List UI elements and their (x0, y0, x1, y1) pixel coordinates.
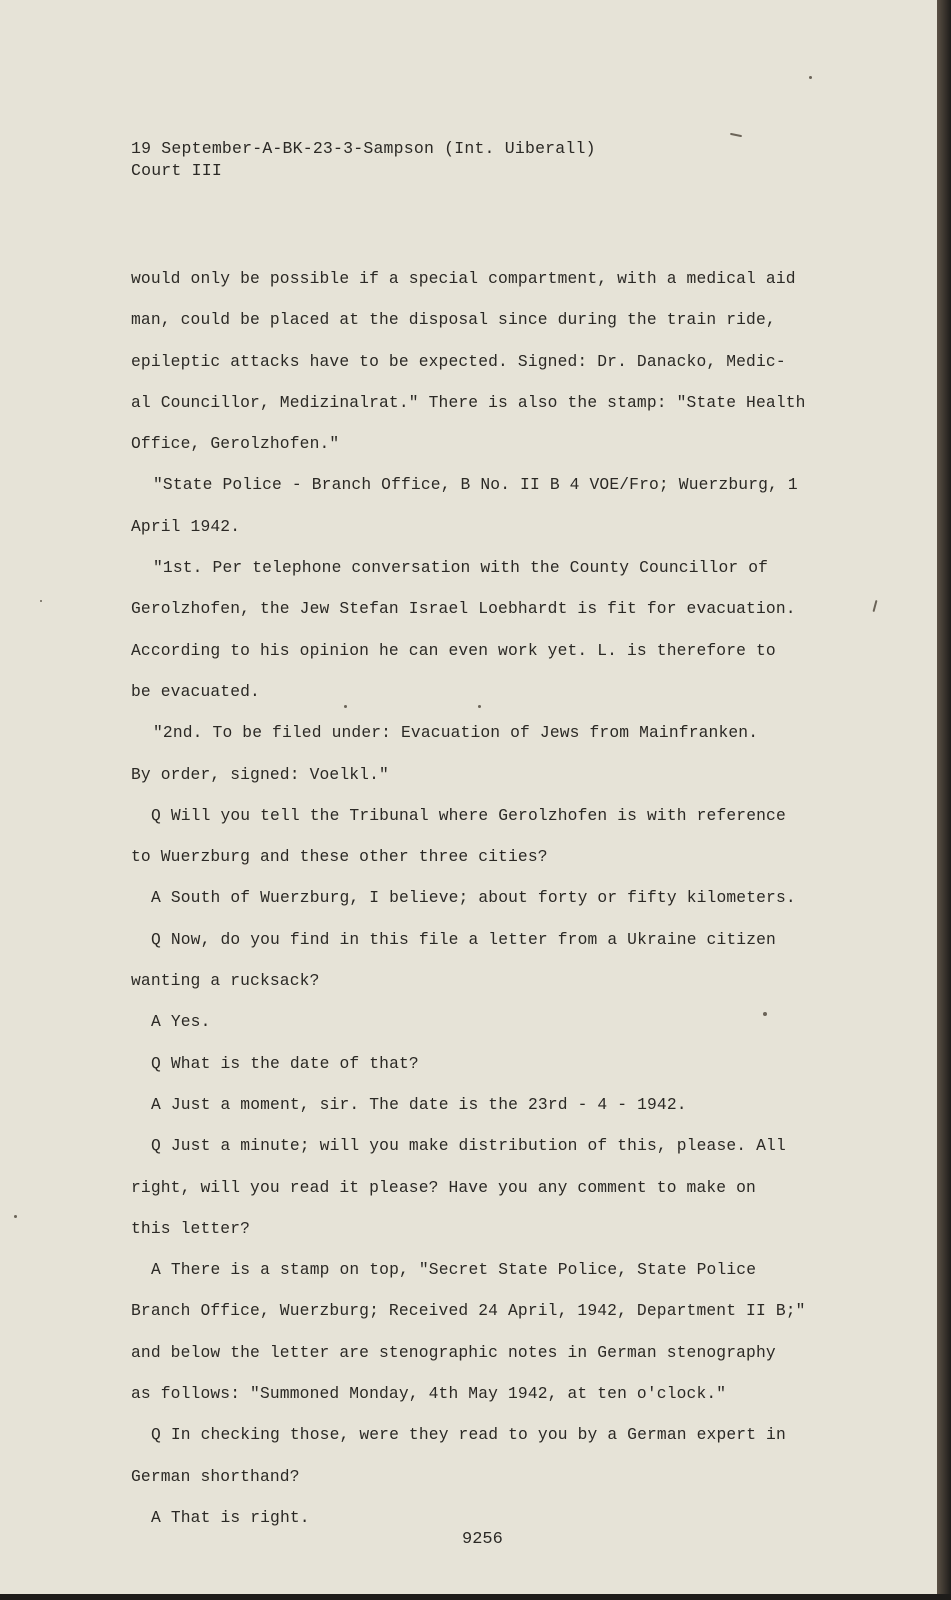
text-line: German shorthand? (131, 1466, 300, 1486)
question-line: Q Just a minute; will you make distribution of this, please. All (151, 1136, 786, 1156)
text-line: By order, signed: Voelkl." (131, 764, 389, 784)
paper-speck (730, 133, 742, 137)
transcript-header (131, 138, 596, 182)
paper-speck (763, 1012, 767, 1016)
answer-line: A Just a moment, sir. The date is the 23rd - 4 - 1942. (151, 1094, 687, 1114)
page-number: 9256 (462, 1530, 503, 1549)
text-line: right, will you read it please? Have you any comment to make on (131, 1177, 756, 1197)
text-line: Branch Office, Wuerzburg; Received 24 April, 1942, Department II B;" (131, 1301, 806, 1321)
text-line: "State Police - Branch Office, B No. II B 4 VOE/Fro; Wuerzburg, 1 (153, 475, 798, 495)
text-line: wanting a rucksack? (131, 971, 320, 991)
text-line: and below the letter are stenographic notes in German stenography (131, 1342, 776, 1362)
paper-speck (40, 600, 42, 602)
text-line: to Wuerzburg and these other three cities? (131, 847, 548, 867)
header-session-line: 19 September-A-BK-23-3-Sampson (Int. Uiberall) (131, 139, 596, 158)
question-line: Q In checking those, were they read to you by a German expert in (151, 1425, 786, 1445)
paper-speck (344, 705, 347, 708)
answer-line: A That is right. (151, 1507, 310, 1527)
question-line: Q What is the date of that? (151, 1053, 419, 1073)
paper-speck (809, 76, 812, 79)
paper-speck (478, 705, 481, 708)
text-line: would only be possible if a special compartment, with a medical aid (131, 269, 796, 288)
answer-line: A South of Wuerzburg, I believe; about forty or fifty kilometers. (151, 888, 796, 908)
answer-line: A There is a stamp on top, "Secret State Police, State Police (151, 1260, 757, 1280)
text-line: al Councillor, Medizinalrat." There is also the stamp: "State Health (131, 392, 806, 412)
question-line: Q Now, do you find in this file a letter from a Ukraine citizen (151, 929, 776, 949)
text-line: According to his opinion he can even work yet. L. is therefore to (131, 640, 776, 660)
header-court-line: Court III (131, 161, 222, 180)
text-line: "2nd. To be filed under: Evacuation of Jews from Mainfranken. (153, 723, 759, 743)
text-line: be evacuated. (131, 681, 260, 701)
scan-edge-bottom (0, 1594, 951, 1600)
text-line: "1st. Per telephone conversation with the County Councillor of (153, 558, 769, 578)
answer-line: A Yes. (151, 1012, 211, 1032)
text-line: Office, Gerolzhofen." (131, 434, 340, 454)
paper-speck (872, 600, 877, 612)
paper-speck (14, 1215, 17, 1218)
text-line: epileptic attacks have to be expected. Signed: Dr. Danacko, Medic- (131, 351, 786, 371)
text-line: this letter? (131, 1218, 251, 1238)
text-line: man, could be placed at the disposal since during the train ride, (131, 310, 776, 330)
transcript-body (131, 258, 851, 1538)
text-line: Gerolzhofen, the Jew Stefan Israel Loebhardt is fit for evacuation. (131, 599, 796, 619)
text-line: as follows: "Summoned Monday, 4th May 1942, at ten o'clock." (131, 1384, 727, 1404)
scan-edge-right (937, 0, 951, 1600)
text-line: April 1942. (131, 516, 241, 536)
question-line: Q Will you tell the Tribunal where Gerolzhofen is with reference (151, 805, 786, 825)
